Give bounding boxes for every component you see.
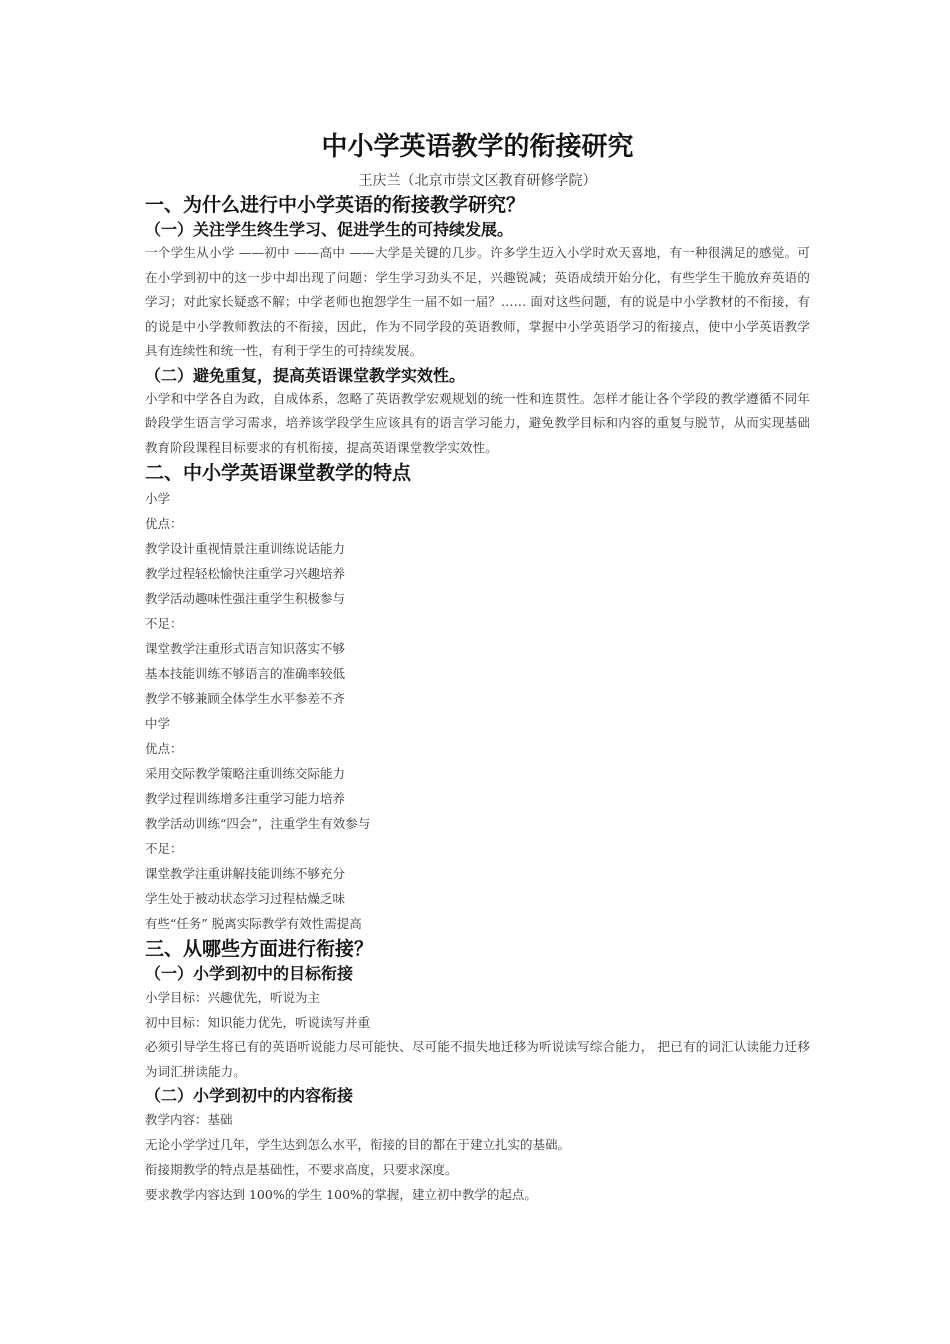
list-item: 教学内容：基础 <box>145 1112 233 1127</box>
section-3-heading: 三、从哪些方面进行衔接？ <box>145 938 374 960</box>
list-item: 不足： <box>145 841 183 856</box>
section-2-list <box>145 486 810 936</box>
list-item: 教学设计重视情景注重训练说话能力 <box>145 541 346 556</box>
list-item: 要求教学内容达到 100%的学生 100%的掌握，建立初中教学的起点。 <box>145 1187 537 1202</box>
list-item: 不足： <box>145 616 183 631</box>
list-item: 优点： <box>145 516 183 531</box>
list-item: 采用交际教学策略注重训练交际能力 <box>145 766 346 781</box>
list-item: 教学过程训练增多注重学习能力培养 <box>145 791 346 806</box>
document-title: 中小学英语教学的衔接研究 <box>321 132 634 162</box>
list-item: 小学目标：兴趣优先，听说为主 <box>145 990 321 1005</box>
section-1-heading: 一、为什么进行中小学英语的衔接教学研究？ <box>145 194 526 216</box>
list-item: 优点： <box>145 741 183 756</box>
section-3-sub-2-heading: （二）小学到初中的内容衔接 <box>145 1086 354 1105</box>
author-line: 王庆兰（北京市崇文区教育研修学院） <box>358 173 597 189</box>
list-item: 小学 <box>145 491 171 506</box>
section-3-sub-1-text: 必须引导学生将已有的英语听说能力尽可能快、尽可能不损失地迁移为听说读写综合能力， 把已有的词汇认读能力迁移为词汇拼读能力。 <box>145 1039 810 1079</box>
list-item: 中学 <box>145 716 171 731</box>
list-item: 衔接期教学的特点是基础性，不要求高度，只要求深度。 <box>145 1162 458 1177</box>
list-item: 教学活动趣味性强注重学生积极参与 <box>145 591 346 606</box>
section-1-sub-2-heading: （二）避免重复，提高英语课堂教学实效性。 <box>145 365 466 385</box>
list-item: 有些“任务” 脱离实际教学有效性需提高 <box>145 916 362 931</box>
document-content <box>145 128 810 1207</box>
list-item: 教学活动训练“四会”，注重学生有效参与 <box>145 816 371 831</box>
list-item: 无论小学学过几年，学生达到怎么水平，衔接的目的都在于建立扎实的基础。 <box>145 1137 571 1152</box>
list-item: 初中目标：知识能力优先，听说读写并重 <box>145 1015 371 1030</box>
list-item: 教学过程轻松愉快注重学习兴趣培养 <box>145 566 346 581</box>
list-item: 学生处于被动状态学习过程枯燥乏味 <box>145 891 346 906</box>
section-1-sub-1-heading: （一）关注学生终生学习、促进学生的可持续发展。 <box>145 220 514 239</box>
list-item: 课堂教学注重讲解技能训练不够充分 <box>145 866 346 881</box>
list-item: 教学不够兼顾全体学生水平参差不齐 <box>145 691 346 706</box>
section-3-sub-1-heading: （一）小学到初中的目标衔接 <box>145 964 354 983</box>
section-1-sub-1-text: 一个学生从小学 ——初中 ——高中 ——大学是关键的几步。许多学生迈入小学时欢天喜地，有一种很满足的感觉。可在小学到初中的这一步中却出现了问题：学生学习劲头不足，兴趣锐减；英语成绩开始分化，有些学生干脆放弃英语的学习；对此家长疑惑不解；中学老师也抱怨学生一届不如一届？…… 面对这些问题，有的说是中小学教材的不衔接，有的说是中小学教师教法的不衔接，因此，作为不同学段的英语教师，掌握中小学英语学习的衔接点，使中小学英语教学具有连续性和统一性，有利于学生的可持续发展。 <box>145 245 810 358</box>
list-item: 基本技能训练不够语言的准确率较低 <box>145 666 346 681</box>
section-2-heading: 二、中小学英语课堂教学的特点 <box>145 462 412 484</box>
section-1-sub-2-text: 小学和中学各自为政，自成体系，忽略了英语教学宏观规划的统一性和连贯性。怎样才能让各个学段的教学遵循不同年龄段学生语言学习需求，培养该学段学生应该具有的语言学习能力，避免教学目标和内容的重复与脱节，从而实现基础教育阶段课程目标要求的有机衔接，提高英语课堂教学实效性。 <box>145 390 810 455</box>
list-item: 课堂教学注重形式语言知识落实不够 <box>145 641 346 656</box>
